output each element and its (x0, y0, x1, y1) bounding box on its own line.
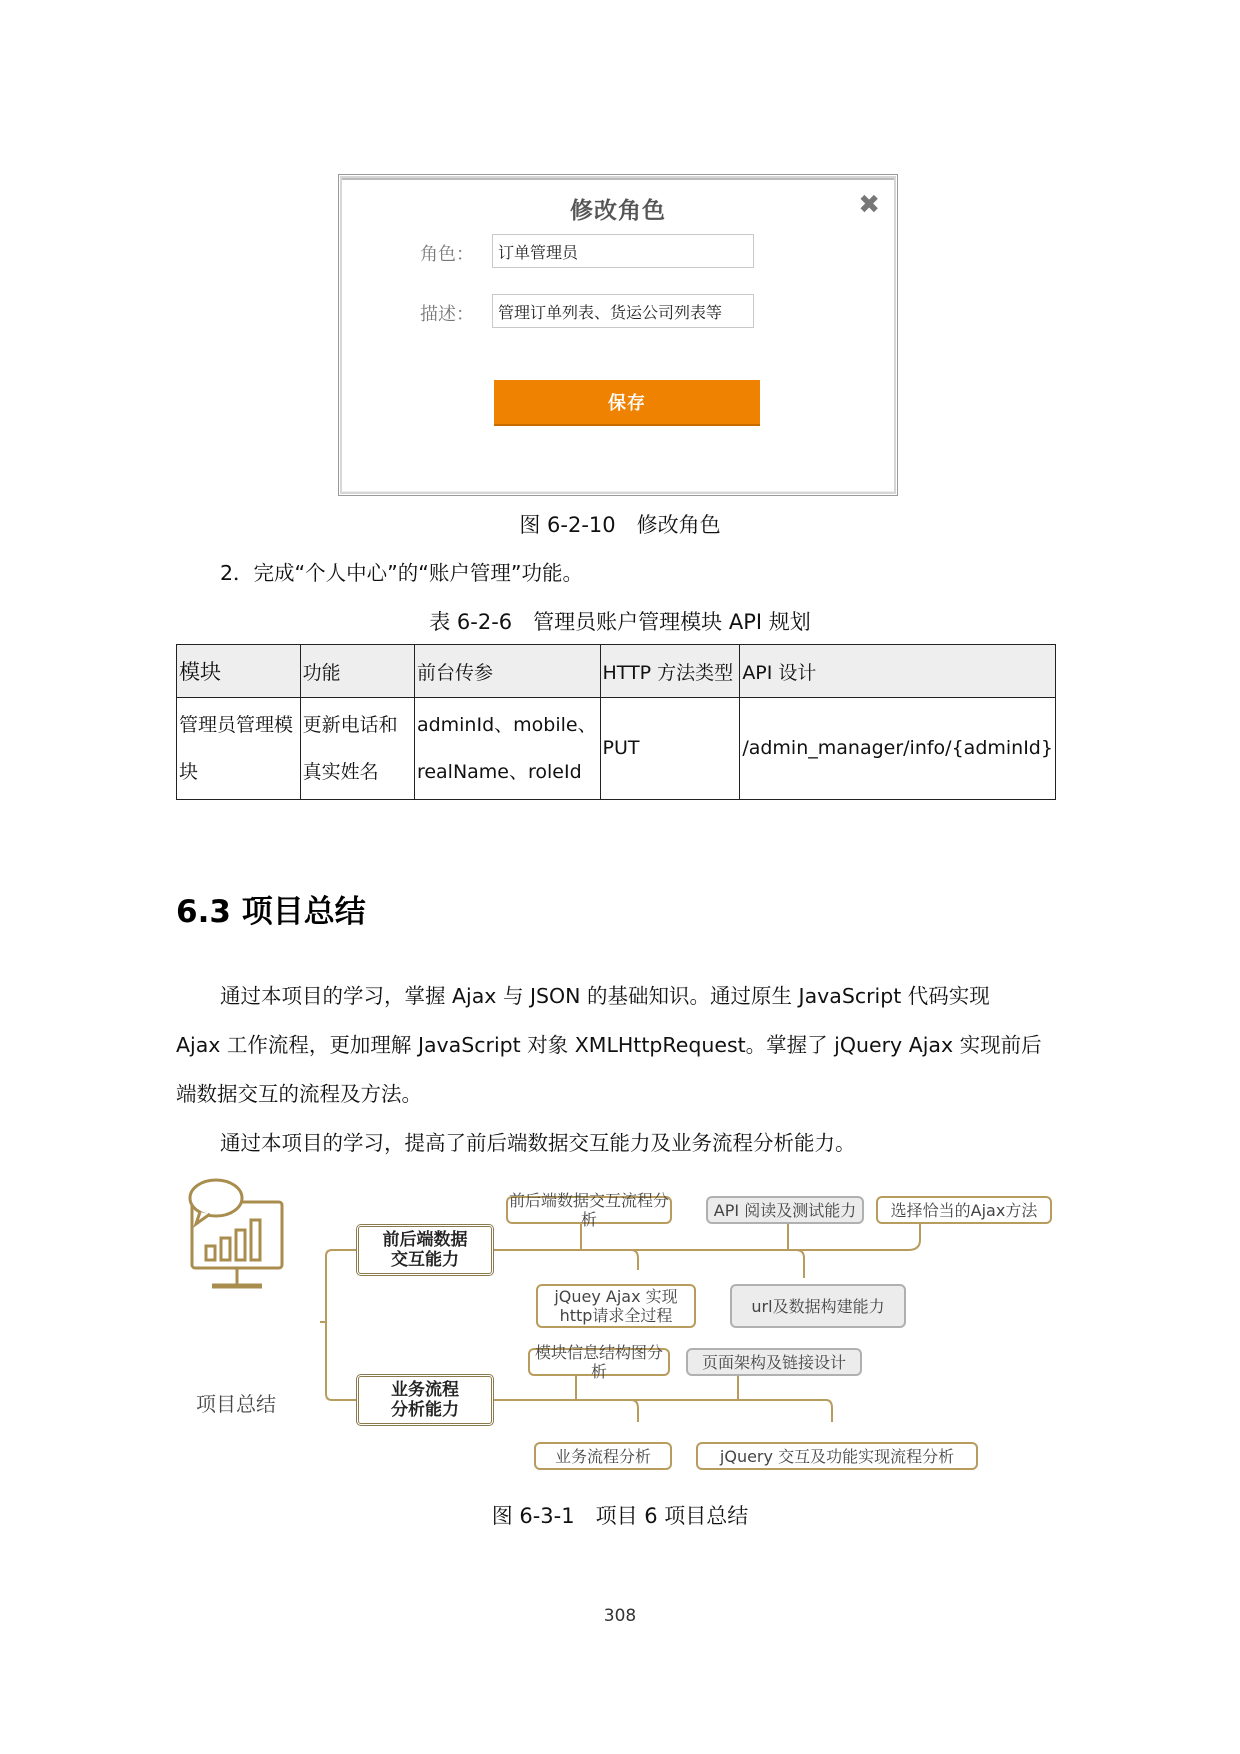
section-heading: 6.3 项目总结 (176, 894, 366, 930)
branch-business-analysis (356, 1374, 494, 1426)
node-data-flow-analysis: 前后端数据交互流程分析 (506, 1196, 672, 1224)
api-plan-table (176, 644, 1056, 800)
mindmap-root-label: 项目总结 (196, 1392, 276, 1416)
node-api-testing: API 阅读及测试能力 (706, 1196, 864, 1224)
node-business-flow-analysis: 业务流程分析 (534, 1442, 672, 1470)
figure-caption-6-2-10: 图 6-2-10 修改角色 (519, 513, 721, 537)
role-input[interactable] (492, 234, 754, 268)
header-http-method: HTTP 方法类型 (600, 645, 740, 698)
paragraph-1-line-3: 端数据交互的流程及方法。 (176, 1082, 422, 1106)
cell-api: /admin_manager/info/{adminId} (740, 698, 1056, 800)
edit-role-dialog (340, 176, 896, 494)
paragraph-2: 通过本项目的学习，提高了前后端数据交互能力及业务流程分析能力。 (220, 1131, 856, 1155)
summary-icon (190, 1180, 282, 1286)
node-jquery-ajax-http (536, 1284, 696, 1328)
branch-data-interaction-line1: 前后端数据 (382, 1230, 468, 1250)
node-page-architecture: 页面架构及链接设计 (686, 1348, 862, 1376)
figure-caption-6-3-1: 图 6-3-1 项目 6 项目总结 (491, 1504, 749, 1528)
branch-business-analysis-line2: 分析能力 (391, 1400, 459, 1420)
table-header-row (177, 645, 1056, 698)
node-url-data-build: url及数据构建能力 (730, 1284, 906, 1328)
node-jquery-ajax-http-line1: jQuey Ajax 实现 (554, 1287, 678, 1306)
branch-data-interaction-line2: 交互能力 (391, 1250, 459, 1270)
paragraph-1 (176, 972, 1056, 1119)
header-function: 功能 (300, 645, 414, 698)
cell-method: PUT (600, 698, 740, 800)
cell-function (300, 698, 414, 800)
node-jquery-ajax-http-line2: http请求全过程 (559, 1306, 673, 1325)
role-label: 角色： (420, 244, 474, 265)
table-row (177, 698, 1056, 800)
cell-params (414, 698, 600, 800)
description-input[interactable] (492, 294, 754, 328)
summary-mindmap (176, 1176, 1066, 1484)
table-caption: 表 6-2-6 管理员账户管理模块 API 规划 (429, 610, 811, 634)
header-module: 模块 (177, 645, 301, 698)
cell-function-line2: 真实姓名 (302, 760, 379, 783)
cell-function-line1: 更新电话和 (302, 713, 398, 736)
paragraph-1-line-1: 通过本项目的学习，掌握 Ajax 与 JSON 的基础知识。通过原生 JavaScript 代码实现 (220, 984, 990, 1008)
node-jquery-interaction-flow: jQuery 交互及功能实现流程分析 (696, 1442, 978, 1470)
branch-business-analysis-line1: 业务流程 (391, 1380, 459, 1400)
close-icon[interactable]: ✖ (858, 190, 880, 220)
node-module-structure: 模块信息结构图分析 (528, 1348, 670, 1376)
header-params: 前台传参 (414, 645, 600, 698)
branch-data-interaction (356, 1224, 494, 1276)
paragraph-1-line-2: Ajax 工作流程，更加理解 JavaScript 对象 XMLHttpRequest。掌握了 jQuery Ajax 实现前后 (176, 1033, 1042, 1057)
cell-module: 管理员管理模块 (177, 698, 301, 800)
node-choose-ajax-method: 选择恰当的Ajax方法 (876, 1196, 1052, 1224)
description-label: 描述： (420, 304, 474, 325)
dialog-title: 修改角色 (570, 198, 666, 224)
cell-params-line2: realName、roleId (416, 760, 582, 783)
step-2-text: 2．完成“个人中心”的“账户管理”功能。 (220, 561, 584, 585)
cell-params-line1: adminId、mobile、 (416, 713, 597, 736)
save-button[interactable]: 保存 (494, 380, 760, 424)
page-number: 308 (603, 1606, 637, 1626)
header-api-design: API 设计 (740, 645, 1056, 698)
